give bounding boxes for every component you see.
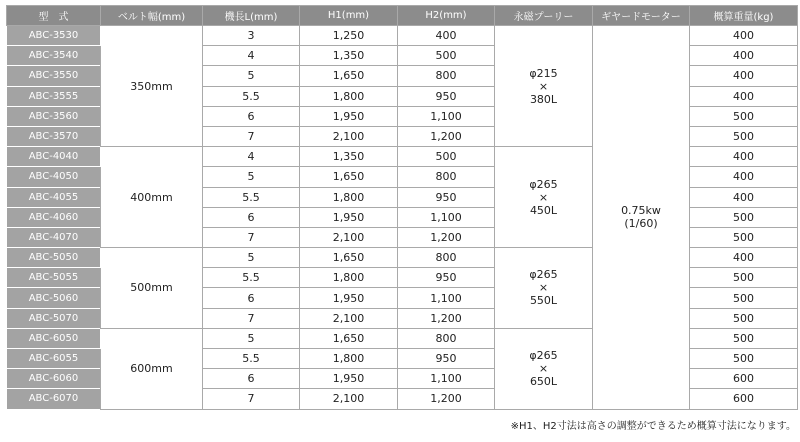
model-cell: ABC-3550 bbox=[7, 66, 101, 86]
length-cell: 5 bbox=[203, 66, 300, 86]
h1-cell: 2,100 bbox=[300, 227, 398, 247]
weight-cell: 500 bbox=[690, 207, 798, 227]
model-cell: ABC-5060 bbox=[7, 288, 101, 308]
belt-width-cell: 350mm bbox=[101, 26, 203, 147]
pulley-line: φ265 bbox=[529, 268, 558, 282]
weight-cell: 600 bbox=[690, 369, 798, 389]
weight-cell: 400 bbox=[690, 86, 798, 106]
header-model: 型 式 bbox=[7, 6, 101, 26]
length-cell: 6 bbox=[203, 207, 300, 227]
h1-cell: 1,250 bbox=[300, 26, 398, 46]
h2-cell: 400 bbox=[398, 26, 495, 46]
model-cell: ABC-4050 bbox=[7, 167, 101, 187]
weight-cell: 600 bbox=[690, 389, 798, 409]
model-cell: ABC-4070 bbox=[7, 227, 101, 247]
h2-cell: 800 bbox=[398, 66, 495, 86]
h2-cell: 1,100 bbox=[398, 106, 495, 126]
h1-cell: 2,100 bbox=[300, 126, 398, 146]
h2-cell: 800 bbox=[398, 248, 495, 268]
length-cell: 5 bbox=[203, 167, 300, 187]
pulley-cell bbox=[495, 248, 593, 329]
motor-line: 0.75kw bbox=[621, 204, 661, 218]
table-header-row bbox=[7, 6, 798, 26]
header-weight: 概算重量(kg) bbox=[690, 6, 798, 26]
weight-cell: 400 bbox=[690, 167, 798, 187]
length-cell: 5.5 bbox=[203, 349, 300, 369]
h1-cell: 2,100 bbox=[300, 308, 398, 328]
table-row bbox=[7, 26, 798, 46]
pulley-cell bbox=[495, 328, 593, 409]
header-h2: H2(mm) bbox=[398, 6, 495, 26]
h2-cell: 800 bbox=[398, 167, 495, 187]
weight-cell: 400 bbox=[690, 187, 798, 207]
spec-table bbox=[6, 5, 798, 410]
header-belt-width: ベルト幅(mm) bbox=[101, 6, 203, 26]
pulley-line: φ265 bbox=[529, 177, 558, 191]
length-cell: 7 bbox=[203, 389, 300, 409]
h1-cell: 1,350 bbox=[300, 46, 398, 66]
belt-width-cell: 500mm bbox=[101, 248, 203, 329]
weight-cell: 400 bbox=[690, 46, 798, 66]
pulley-line: φ215 bbox=[529, 66, 558, 80]
h1-cell: 1,350 bbox=[300, 147, 398, 167]
pulley-cell bbox=[495, 147, 593, 248]
length-cell: 7 bbox=[203, 308, 300, 328]
h1-cell: 1,800 bbox=[300, 187, 398, 207]
weight-cell: 500 bbox=[690, 349, 798, 369]
h1-cell: 1,950 bbox=[300, 106, 398, 126]
model-cell: ABC-5050 bbox=[7, 248, 101, 268]
h1-cell: 1,800 bbox=[300, 268, 398, 288]
weight-cell: 500 bbox=[690, 106, 798, 126]
model-cell: ABC-3570 bbox=[7, 126, 101, 146]
weight-cell: 400 bbox=[690, 248, 798, 268]
weight-cell: 500 bbox=[690, 328, 798, 348]
motor-cell bbox=[593, 26, 690, 410]
h1-cell: 1,800 bbox=[300, 349, 398, 369]
h2-cell: 950 bbox=[398, 187, 495, 207]
h2-cell: 950 bbox=[398, 268, 495, 288]
h2-cell: 1,200 bbox=[398, 126, 495, 146]
model-cell: ABC-4040 bbox=[7, 147, 101, 167]
weight-cell: 500 bbox=[690, 227, 798, 247]
h2-cell: 1,100 bbox=[398, 288, 495, 308]
length-cell: 5 bbox=[203, 248, 300, 268]
model-cell: ABC-5055 bbox=[7, 268, 101, 288]
length-cell: 3 bbox=[203, 26, 300, 46]
weight-cell: 500 bbox=[690, 288, 798, 308]
pulley-line: 650L bbox=[529, 375, 558, 389]
header-length: 機長L(mm) bbox=[203, 6, 300, 26]
pulley-line: 380L bbox=[529, 92, 558, 106]
pulley-line: 550L bbox=[529, 294, 558, 308]
pulley-line: φ265 bbox=[529, 349, 558, 363]
h2-cell: 950 bbox=[398, 86, 495, 106]
model-cell: ABC-6070 bbox=[7, 389, 101, 409]
pulley-line: × bbox=[538, 190, 549, 204]
h1-cell: 1,950 bbox=[300, 207, 398, 227]
model-cell: ABC-3560 bbox=[7, 106, 101, 126]
weight-cell: 500 bbox=[690, 126, 798, 146]
pulley-line: × bbox=[538, 281, 549, 295]
h2-cell: 1,200 bbox=[398, 308, 495, 328]
length-cell: 6 bbox=[203, 369, 300, 389]
model-cell: ABC-5070 bbox=[7, 308, 101, 328]
model-cell: ABC-4055 bbox=[7, 187, 101, 207]
h2-cell: 1,100 bbox=[398, 207, 495, 227]
h1-cell: 1,650 bbox=[300, 167, 398, 187]
h1-cell: 1,950 bbox=[300, 288, 398, 308]
h1-cell: 1,800 bbox=[300, 86, 398, 106]
length-cell: 6 bbox=[203, 288, 300, 308]
weight-cell: 500 bbox=[690, 308, 798, 328]
h2-cell: 1,200 bbox=[398, 389, 495, 409]
length-cell: 4 bbox=[203, 147, 300, 167]
header-pulley: 永磁プーリー bbox=[495, 6, 593, 26]
length-cell: 5 bbox=[203, 328, 300, 348]
model-cell: ABC-3530 bbox=[7, 26, 101, 46]
model-cell: ABC-6060 bbox=[7, 369, 101, 389]
weight-cell: 500 bbox=[690, 268, 798, 288]
h2-cell: 800 bbox=[398, 328, 495, 348]
h1-cell: 1,950 bbox=[300, 369, 398, 389]
weight-cell: 400 bbox=[690, 26, 798, 46]
length-cell: 7 bbox=[203, 227, 300, 247]
belt-width-cell: 400mm bbox=[101, 147, 203, 248]
motor-line: (1/60) bbox=[624, 217, 658, 231]
model-cell: ABC-6050 bbox=[7, 328, 101, 348]
h1-cell: 1,650 bbox=[300, 328, 398, 348]
h1-cell: 1,650 bbox=[300, 248, 398, 268]
h1-cell: 2,100 bbox=[300, 389, 398, 409]
model-cell: ABC-3555 bbox=[7, 86, 101, 106]
h2-cell: 1,200 bbox=[398, 227, 495, 247]
pulley-line: × bbox=[538, 79, 549, 93]
weight-cell: 400 bbox=[690, 66, 798, 86]
length-cell: 4 bbox=[203, 46, 300, 66]
h2-cell: 500 bbox=[398, 147, 495, 167]
table-body bbox=[7, 26, 798, 410]
length-cell: 6 bbox=[203, 106, 300, 126]
header-motor: ギヤードモーター bbox=[593, 6, 690, 26]
pulley-line: 450L bbox=[529, 203, 558, 217]
model-cell: ABC-3540 bbox=[7, 46, 101, 66]
model-cell: ABC-6055 bbox=[7, 349, 101, 369]
pulley-cell bbox=[495, 26, 593, 147]
h2-cell: 500 bbox=[398, 46, 495, 66]
pulley-line: × bbox=[538, 362, 549, 376]
h1-cell: 1,650 bbox=[300, 66, 398, 86]
h2-cell: 950 bbox=[398, 349, 495, 369]
length-cell: 5.5 bbox=[203, 187, 300, 207]
model-cell: ABC-4060 bbox=[7, 207, 101, 227]
length-cell: 5.5 bbox=[203, 268, 300, 288]
length-cell: 7 bbox=[203, 126, 300, 146]
length-cell: 5.5 bbox=[203, 86, 300, 106]
header-h1: H1(mm) bbox=[300, 6, 398, 26]
h2-cell: 1,100 bbox=[398, 369, 495, 389]
belt-width-cell: 600mm bbox=[101, 328, 203, 409]
footnote: ※H1、H2寸法は高さの調整ができるため概算寸法になります。 bbox=[510, 421, 796, 432]
weight-cell: 400 bbox=[690, 147, 798, 167]
